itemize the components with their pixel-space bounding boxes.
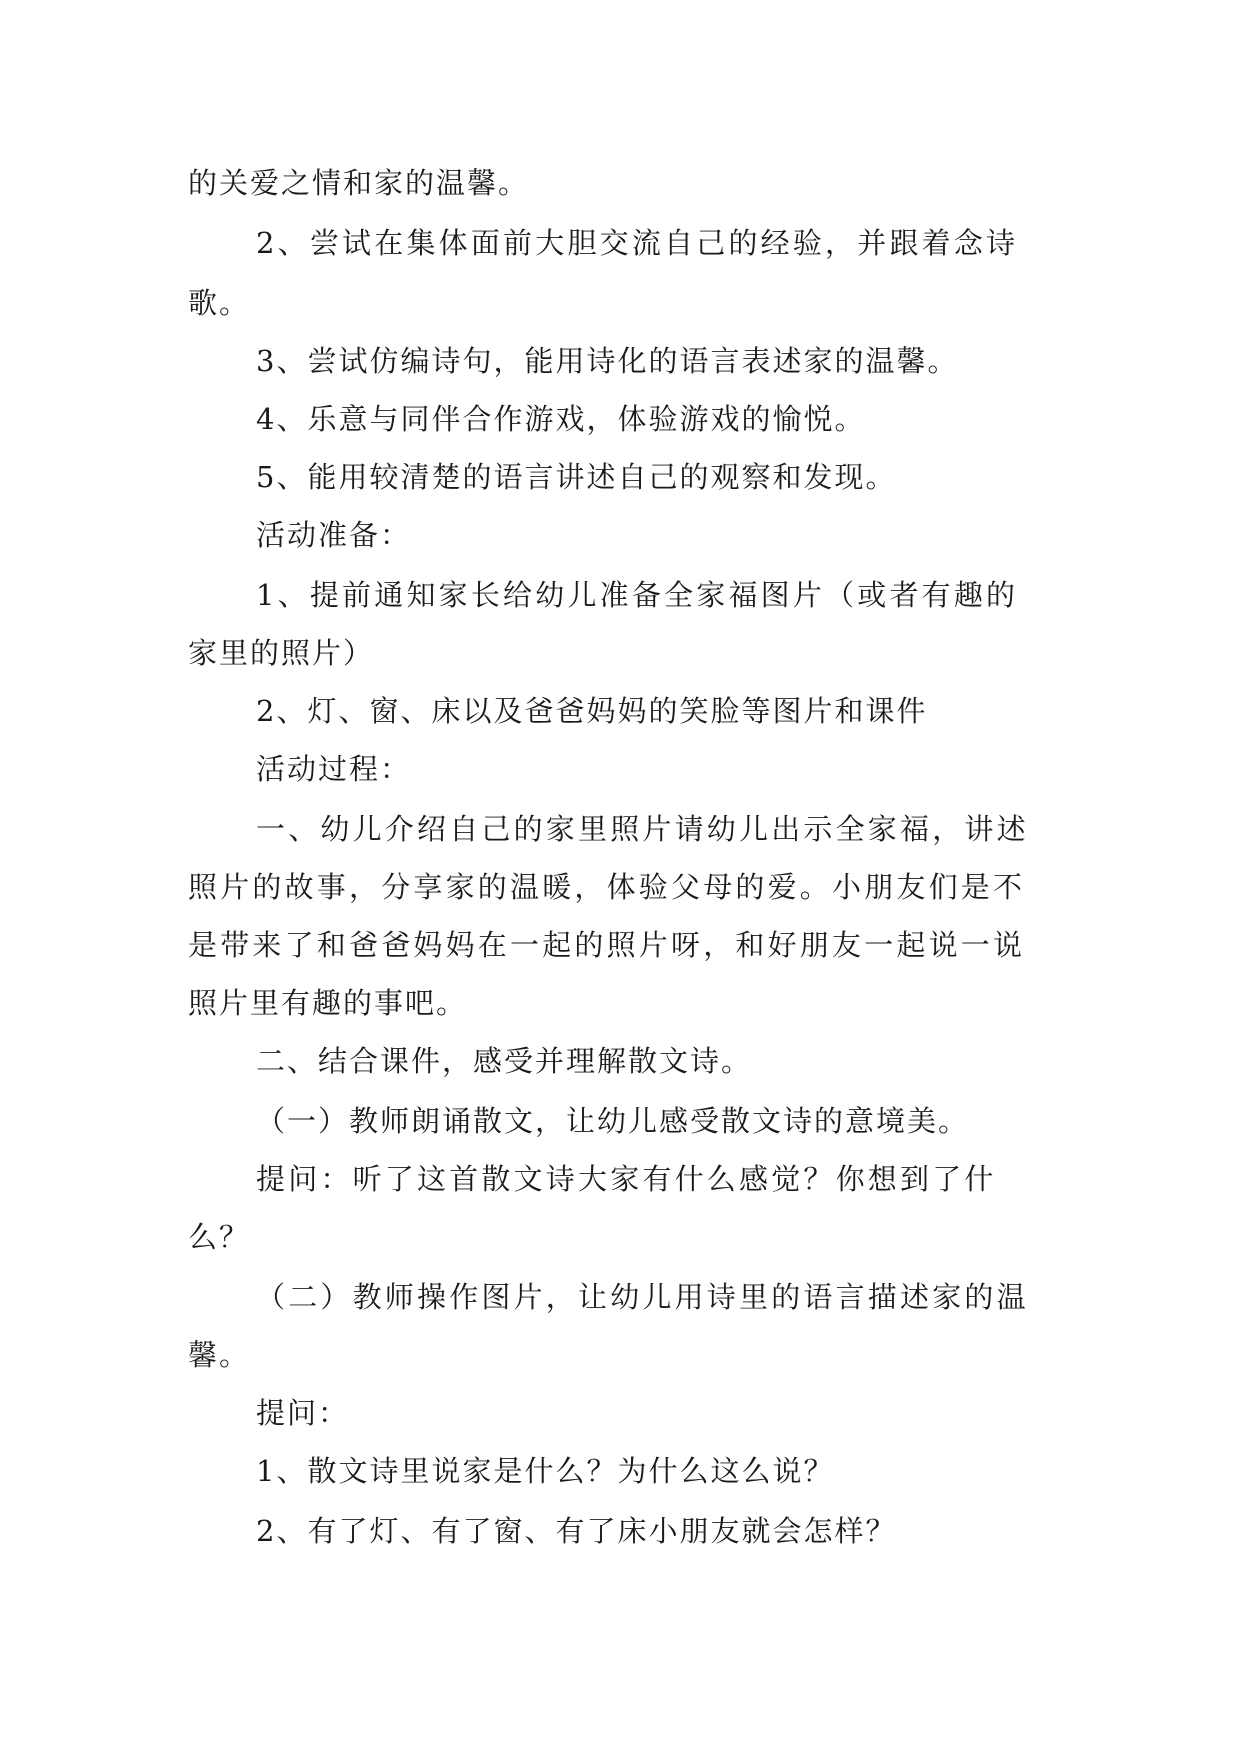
text-line: 一、幼儿介绍自己的家里照片请幼儿出示全家福，讲述	[256, 812, 1029, 846]
text-line: 家里的照片）	[188, 636, 375, 670]
text-line: 是带来了和爸爸妈妈在一起的照片呀，和好朋友一起说一说	[188, 928, 1026, 962]
section-heading: 活动过程：	[256, 752, 412, 786]
text-line: 的关爱之情和家的温馨。	[188, 166, 530, 200]
text-line: 馨。	[188, 1338, 251, 1372]
section-heading: 活动准备：	[256, 518, 412, 552]
text-line: 照片里有趣的事吧。	[188, 986, 468, 1020]
text-line: 4、乐意与同伴合作游戏，体验游戏的愉悦。	[256, 402, 866, 436]
text-line: 提问：听了这首散文诗大家有什么感觉？你想到了什	[256, 1162, 997, 1196]
text-line: 3、尝试仿编诗句，能用诗化的语言表述家的温馨。	[256, 344, 959, 378]
text-line: 2、尝试在集体面前大胆交流自己的经验，并跟着念诗	[256, 226, 1019, 260]
text-line: 提问：	[256, 1396, 350, 1430]
text-line: 照片的故事，分享家的温暖，体验父母的爱。小朋友们是不	[188, 870, 1026, 904]
text-line: 歌。	[188, 286, 251, 320]
text-line: （一）教师朗诵散文，让幼儿感受散文诗的意境美。	[256, 1104, 970, 1138]
text-line: 1、提前通知家长给幼儿准备全家福图片（或者有趣的	[256, 578, 1019, 612]
text-line: 1、散文诗里说家是什么？为什么这么说？	[256, 1454, 835, 1488]
text-line: 么？	[188, 1220, 251, 1254]
text-line: （二）教师操作图片，让幼儿用诗里的语言描述家的温	[256, 1280, 1029, 1314]
text-line: 2、灯、窗、床以及爸爸妈妈的笑脸等图片和课件	[256, 694, 928, 728]
text-line: 2、有了灯、有了窗、有了床小朋友就会怎样？	[256, 1514, 897, 1548]
text-line: 二、结合课件，感受并理解散文诗。	[256, 1044, 753, 1078]
text-line: 5、能用较清楚的语言讲述自己的观察和发现。	[256, 460, 897, 494]
